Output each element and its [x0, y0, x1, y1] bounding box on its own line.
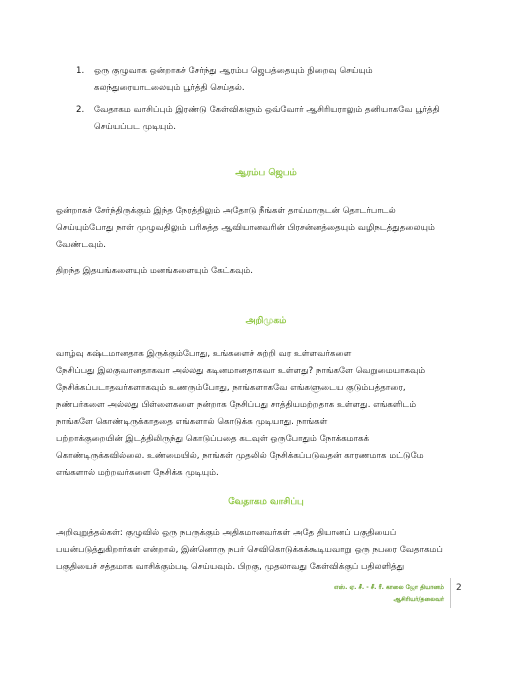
list-item — [76, 102, 466, 136]
paragraph-line: நண்பர்களை அல்லது பிள்ளைகளை நன்றாக நேசிப்பது சாத்தியமற்றதாக உள்ளது. எங்களிடம் — [56, 400, 417, 410]
list-number: 1. — [76, 66, 85, 76]
introduction-paragraph — [56, 346, 486, 482]
opening-prayer-paragraph-2 — [56, 263, 486, 280]
footer-line-1: எஸ். ஏ. சீ. - சீ. ரீ. காலை ஜோ தியானம் — [333, 584, 444, 591]
opening-prayer-paragraph — [56, 203, 486, 254]
paragraph-line: அறிவுறுத்தல்கள்: குழுவில் ஒரு நபருக்கும் அதிகமானவர்கள் அதே தியானப் பகுதியைப் — [56, 528, 397, 538]
bible-reading-paragraph — [56, 525, 486, 576]
paragraph-line: வாழ்வு கஷ்டமானதாக இருக்கும்போது, உங்களைச் சுற்றி வர உள்ளவர்களை — [56, 349, 352, 359]
list-number: 2. — [76, 105, 85, 115]
paragraph-line: செய்யும்போது நாள் முழுவதிலும் பரிசுத்த ஆவியானவரின் பிரசன்னத்தையும் வழிநடத்துதலையும் — [56, 223, 435, 233]
page-number: 2 — [456, 583, 462, 593]
numbered-list — [76, 63, 466, 141]
paragraph-line: பயன்படுத்துகிறார்கள் என்றால், இன்னொரு நபர் செவிகொடுக்கக்கூடியவாறு ஒரு நபரை வேதாகமப் — [56, 545, 443, 555]
paragraph-line: நாங்களே கொண்டிருக்காததை எங்களால் கொடுக்க முடியாது. நாங்கள் — [56, 417, 328, 427]
paragraph-line: வேண்டவும். — [56, 240, 106, 250]
paragraph-line: கொண்டிருக்கவில்லை. உண்மையில், நாங்கள் முதலில் நேசிக்கப்படுவதன் காரணமாக மட்டுமே — [56, 451, 424, 461]
paragraph-line: திறந்த இதயங்களையும் மனங்களையும் கேட்கவும். — [56, 266, 253, 276]
footer-divider — [450, 578, 451, 608]
section-heading-opening-prayer: ஆரம்ப ஜெபம் — [235, 168, 297, 178]
paragraph-line: பகுதியைச் சத்தமாக வாசிக்கும்படி செய்யவும். பிறகு, முதலாவது கேள்விக்குப் பதிலளித்து — [56, 562, 405, 572]
section-heading-introduction: அறிமுகம் — [245, 316, 287, 326]
paragraph-line: நேசிப்பது இலகுவானதாகவா அல்லது கடினமானதாகவா உள்ளது? நாங்களே வெறுமையாகவும் — [56, 366, 426, 376]
paragraph-line: பற்றாக்குறையின் இடத்திலிருந்து கொடுப்பதை கடவுள் ஒருபோதும் நோக்கமாகக் — [56, 434, 370, 444]
list-text-line: ஒரு குழுவாக ஒன்றாகச் சேர்ந்து ஆரம்ப ஜெபத்தையும் நிறைவு செய்யும் — [94, 66, 373, 76]
paragraph-line: நேசிக்கப்படாதவர்களாகவும் உணரும்போது, நாங்களாகவே எங்களுடைய குடும்பத்தாரை, — [56, 383, 406, 393]
list-text-line: வேதாகம வாசிப்பும் இரண்டு கேள்விகளும் ஒவ்வோர் ஆசிரியராலும் தனியாகவே பூர்த்தி — [94, 105, 440, 115]
paragraph-line: ஒன்றாகச் சேர்ந்திருக்கும் இந்த நேரத்திலும் அதோடு நீங்கள் தாய்மாருடன் தொடர்பாடல் — [56, 206, 396, 216]
list-text-line: கலந்துரையாடலையும் பூர்த்தி செய்தல். — [94, 83, 245, 93]
footer-line-2: ஆசிரியர்/தலைவர் — [393, 596, 444, 603]
section-heading-bible-reading: வேதாகம வாசிப்பு — [228, 497, 304, 507]
list-text-line: செய்யப்பட முடியும். — [94, 122, 176, 132]
list-item — [76, 63, 466, 97]
paragraph-line: எங்களால் மற்றவர்களை நேசிக்க முடியும். — [56, 468, 219, 478]
footer-title — [334, 582, 444, 606]
